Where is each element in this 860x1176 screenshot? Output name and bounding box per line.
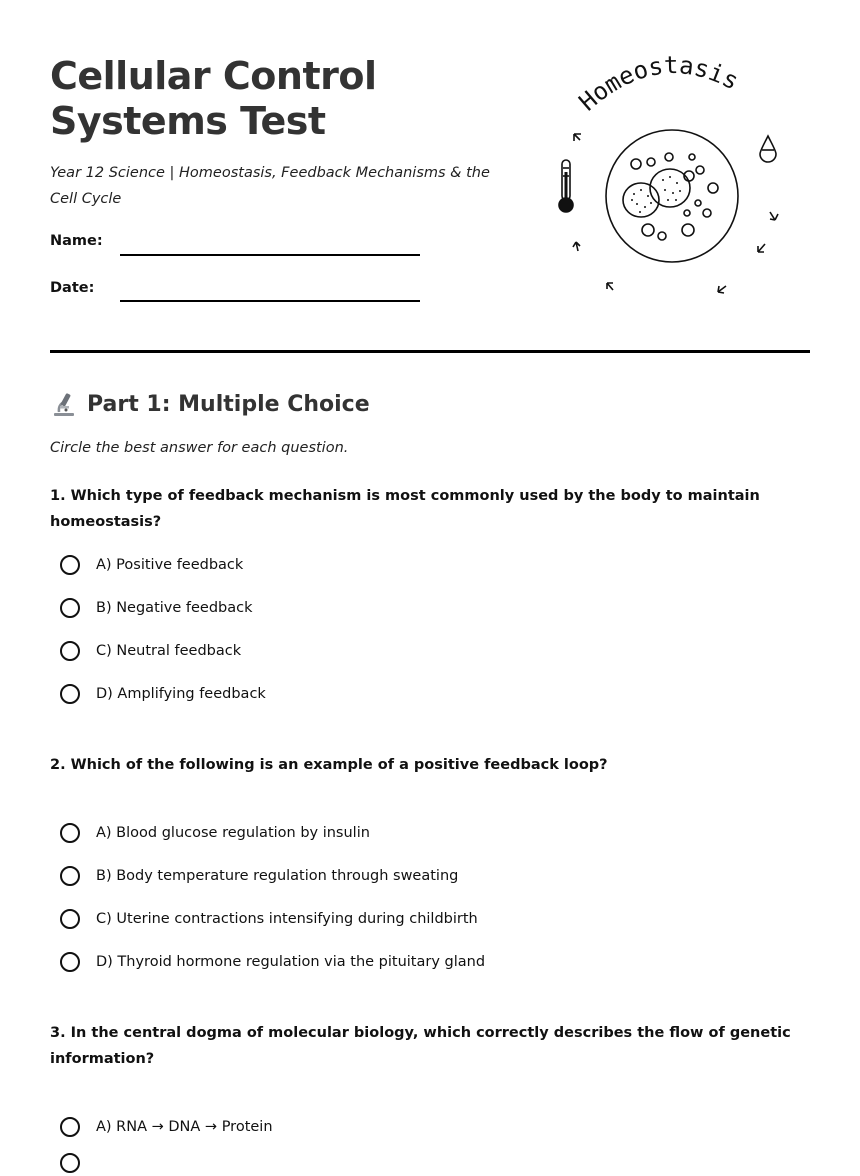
answer-radio[interactable] xyxy=(60,909,80,929)
answer-radio[interactable] xyxy=(60,866,80,886)
q1-option-b[interactable]: B) Negative feedback xyxy=(60,595,253,621)
date-field[interactable] xyxy=(120,300,420,302)
droplet-icon xyxy=(760,136,776,162)
answer-radio[interactable] xyxy=(60,1117,80,1137)
date-label: Date: xyxy=(50,280,95,296)
answer-radio[interactable] xyxy=(60,598,80,618)
q1-option-d[interactable]: D) Amplifying feedback xyxy=(60,681,266,707)
q2-option-c[interactable]: C) Uterine contractions intensifying during childbirth xyxy=(60,906,478,932)
question-1: 1. Which type of feedback mechanism is most commonly used by the body to maintain homeostasis? xyxy=(50,488,760,530)
thermometer-icon xyxy=(559,160,573,212)
page-subtitle: Year 12 Science | Homeostasis, Feedback Mechanisms & the Cell Cycle xyxy=(50,165,490,207)
name-label: Name: xyxy=(50,233,103,249)
homeostasis-illustration xyxy=(548,48,788,308)
answer-radio[interactable] xyxy=(60,952,80,972)
part1-heading xyxy=(50,390,370,418)
q1-option-c[interactable]: C) Neutral feedback xyxy=(60,638,241,664)
answer-radio[interactable] xyxy=(60,641,80,661)
cycle-arrows-icon xyxy=(573,134,778,293)
cell-icon xyxy=(606,130,738,262)
part1-heading-text: Part 1: Multiple Choice xyxy=(87,391,370,417)
q2-option-d[interactable]: D) Thyroid hormone regulation via the pituitary gland xyxy=(60,949,485,975)
answer-radio[interactable] xyxy=(60,555,80,575)
microscope-icon xyxy=(50,390,78,418)
q3-option-a[interactable]: A) RNA → DNA → Protein xyxy=(60,1114,273,1140)
name-field[interactable] xyxy=(120,254,420,256)
q2-option-b[interactable]: B) Body temperature regulation through sweating xyxy=(60,863,458,889)
answer-radio[interactable] xyxy=(60,1153,80,1173)
q1-option-a[interactable]: A) Positive feedback xyxy=(60,552,243,578)
q3-option-b[interactable] xyxy=(60,1150,80,1176)
homeostasis-caption: Homeostasis xyxy=(573,51,744,117)
part1-instructions: Circle the best answer for each question. xyxy=(50,440,349,456)
header-divider xyxy=(50,350,810,353)
question-3: 3. In the central dogma of molecular biology, which correctly describes the flow of genetic information? xyxy=(50,1025,791,1067)
question-2: 2. Which of the following is an example of a positive feedback loop? xyxy=(50,757,608,773)
answer-radio[interactable] xyxy=(60,823,80,843)
answer-radio[interactable] xyxy=(60,684,80,704)
q2-option-a[interactable]: A) Blood glucose regulation by insulin xyxy=(60,820,370,846)
page-title: Cellular Control Systems Test xyxy=(50,54,377,143)
